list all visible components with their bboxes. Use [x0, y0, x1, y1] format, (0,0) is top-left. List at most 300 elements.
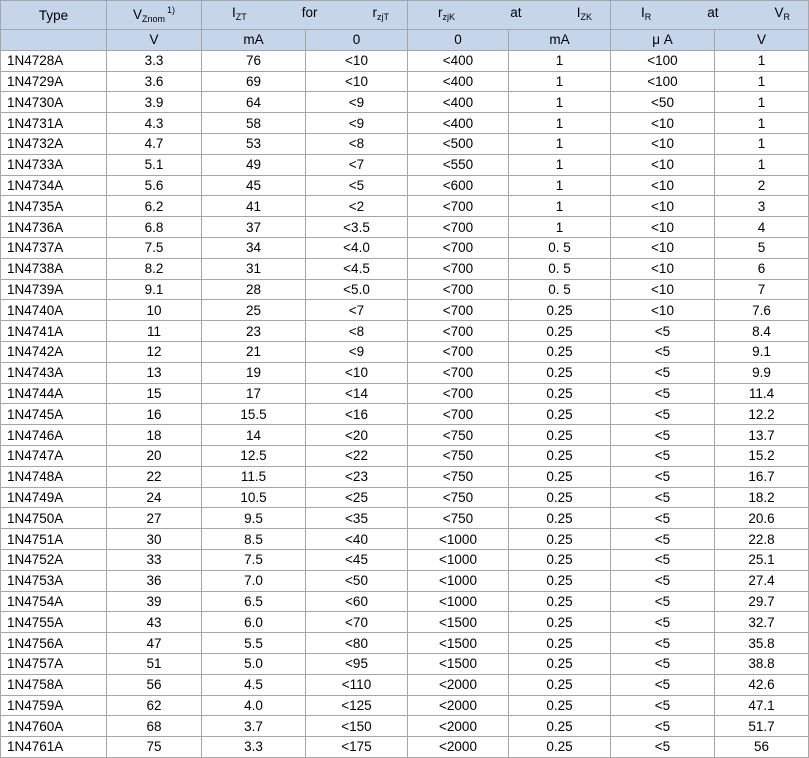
izk-cell: 1 — [509, 133, 611, 154]
rzjt-cell: <60 — [306, 591, 408, 612]
rzjk-cell: <1000 — [408, 591, 509, 612]
table-row — [1, 341, 809, 362]
type-cell: 1N4740A — [1, 300, 107, 321]
unit-cell: V — [715, 30, 809, 51]
vr-cell: 32.7 — [715, 612, 809, 633]
table-row — [1, 300, 809, 321]
vz-cell: 47 — [107, 633, 202, 654]
ir-cell: <10 — [611, 154, 715, 175]
rzjt-cell: <4.0 — [306, 237, 408, 258]
ir-cell: <5 — [611, 341, 715, 362]
ir-cell: <10 — [611, 175, 715, 196]
rzjk-cell: <700 — [408, 300, 509, 321]
izk-cell: 0.25 — [509, 716, 611, 737]
izt-cell: 34 — [202, 237, 306, 258]
ir-cell: <5 — [611, 653, 715, 674]
rzjk-cell: <750 — [408, 445, 509, 466]
rzjk-cell: <700 — [408, 237, 509, 258]
table-row — [1, 237, 809, 258]
vz-cell: 4.7 — [107, 133, 202, 154]
rzjt-cell: <14 — [306, 383, 408, 404]
vr-cell: 20.6 — [715, 508, 809, 529]
table-row — [1, 154, 809, 175]
izk-cell: 0.25 — [509, 549, 611, 570]
rzjk-cell: <1000 — [408, 570, 509, 591]
vr-cell: 27.4 — [715, 570, 809, 591]
vr-cell: 38.8 — [715, 653, 809, 674]
rzjt-cell: <4.5 — [306, 258, 408, 279]
type-cell: 1N4728A — [1, 50, 107, 71]
ir-cell: <50 — [611, 92, 715, 113]
izk-cell: 0. 5 — [509, 258, 611, 279]
rzjt-cell: <9 — [306, 341, 408, 362]
vz-cell: 39 — [107, 591, 202, 612]
izk-cell: 1 — [509, 71, 611, 92]
type-cell: 1N4752A — [1, 549, 107, 570]
table-row — [1, 487, 809, 508]
table-row — [1, 425, 809, 446]
rzjk-cell: <2000 — [408, 737, 509, 758]
izk-cell: 0.25 — [509, 570, 611, 591]
izk-cell: 0. 5 — [509, 237, 611, 258]
table-row — [1, 737, 809, 758]
vz-cell: 7.5 — [107, 237, 202, 258]
ir-cell: <5 — [611, 383, 715, 404]
ir-cell: <5 — [611, 633, 715, 654]
table-row — [1, 570, 809, 591]
table-row — [1, 674, 809, 695]
table-row — [1, 50, 809, 71]
vr-cell: 1 — [715, 71, 809, 92]
type-cell: 1N4748A — [1, 466, 107, 487]
header-row — [1, 1, 809, 30]
vr-cell: 18.2 — [715, 487, 809, 508]
vz-cell: 75 — [107, 737, 202, 758]
rzjt-cell: <2 — [306, 196, 408, 217]
izk-cell: 1 — [509, 113, 611, 134]
table-row — [1, 196, 809, 217]
type-cell: 1N4759A — [1, 695, 107, 716]
table-row — [1, 716, 809, 737]
izt-cell: 25 — [202, 300, 306, 321]
vr-cell: 56 — [715, 737, 809, 758]
rzjk-cell: <600 — [408, 175, 509, 196]
izt-cell: 11.5 — [202, 466, 306, 487]
type-cell: 1N4737A — [1, 237, 107, 258]
ir-cell: <10 — [611, 258, 715, 279]
vr-cell: 11.4 — [715, 383, 809, 404]
izt-cell: 19 — [202, 362, 306, 383]
unit-cell: mA — [509, 30, 611, 51]
vz-cell: 12 — [107, 341, 202, 362]
rzjk-cell: <400 — [408, 113, 509, 134]
rzjt-cell: <7 — [306, 154, 408, 175]
rzjk-cell: <700 — [408, 321, 509, 342]
izk-cell: 1 — [509, 217, 611, 238]
rzjt-cell: <3.5 — [306, 217, 408, 238]
type-cell: 1N4751A — [1, 529, 107, 550]
ir-cell: <10 — [611, 113, 715, 134]
ir-cell: <5 — [611, 591, 715, 612]
ir-cell: <5 — [611, 404, 715, 425]
type-cell: 1N4742A — [1, 341, 107, 362]
vr-cell: 16.7 — [715, 466, 809, 487]
izk-cell: 1 — [509, 175, 611, 196]
ir-cell: <5 — [611, 529, 715, 550]
rzjt-cell: <50 — [306, 570, 408, 591]
vz-cell: 6.2 — [107, 196, 202, 217]
izk-cell: 1 — [509, 154, 611, 175]
vr-cell: 13.7 — [715, 425, 809, 446]
ir-cell: <5 — [611, 674, 715, 695]
unit-cell: mA — [202, 30, 306, 51]
izt-cell: 64 — [202, 92, 306, 113]
vr-cell: 8.4 — [715, 321, 809, 342]
vz-cell: 51 — [107, 653, 202, 674]
izk-cell: 0.25 — [509, 466, 611, 487]
rzjt-cell: <7 — [306, 300, 408, 321]
rzjk-cell: <400 — [408, 50, 509, 71]
ir-cell: <5 — [611, 466, 715, 487]
izk-cell: 0.25 — [509, 383, 611, 404]
rzjt-cell: <175 — [306, 737, 408, 758]
ir-cell: <5 — [611, 321, 715, 342]
izk-cell: 0.25 — [509, 300, 611, 321]
units-type-blank — [1, 30, 107, 51]
type-cell: 1N4750A — [1, 508, 107, 529]
rzjt-cell: <35 — [306, 508, 408, 529]
izt-cell: 23 — [202, 321, 306, 342]
izk-cell: 0.25 — [509, 487, 611, 508]
ir-cell: <5 — [611, 570, 715, 591]
izt-cell: 6.5 — [202, 591, 306, 612]
vz-cell: 13 — [107, 362, 202, 383]
vz-cell: 27 — [107, 508, 202, 529]
vz-cell: 10 — [107, 300, 202, 321]
ir-cell: <100 — [611, 50, 715, 71]
vr-cell: 42.6 — [715, 674, 809, 695]
izt-cell: 58 — [202, 113, 306, 134]
izt-cell: 45 — [202, 175, 306, 196]
izt-cell: 3.3 — [202, 737, 306, 758]
vr-cell: 25.1 — [715, 549, 809, 570]
rzjk-cell: <1000 — [408, 549, 509, 570]
vr-cell: 35.8 — [715, 633, 809, 654]
rzjk-cell: <2000 — [408, 695, 509, 716]
header-type: Type — [1, 1, 107, 30]
type-cell: 1N4739A — [1, 279, 107, 300]
rzjt-cell: <5 — [306, 175, 408, 196]
vr-cell: 47.1 — [715, 695, 809, 716]
vr-cell: 22.8 — [715, 529, 809, 550]
table-row — [1, 653, 809, 674]
table-row — [1, 362, 809, 383]
rzjt-cell: <9 — [306, 92, 408, 113]
header-ir-at-vr: $I_R$ at $V_R$ — [611, 1, 809, 30]
vz-cell: 5.6 — [107, 175, 202, 196]
rzjt-cell: <16 — [306, 404, 408, 425]
izt-cell: 8.5 — [202, 529, 306, 550]
rzjk-cell: <400 — [408, 92, 509, 113]
vz-cell: 9.1 — [107, 279, 202, 300]
rzjt-cell: <110 — [306, 674, 408, 695]
vr-cell: 12.2 — [715, 404, 809, 425]
rzjk-cell: <400 — [408, 71, 509, 92]
table-body — [1, 50, 809, 757]
rzjk-cell: <700 — [408, 404, 509, 425]
izk-cell: 0.25 — [509, 591, 611, 612]
type-cell: 1N4743A — [1, 362, 107, 383]
rzjt-cell: <10 — [306, 362, 408, 383]
izt-cell: 14 — [202, 425, 306, 446]
ir-cell: <10 — [611, 300, 715, 321]
rzjk-cell: <700 — [408, 341, 509, 362]
ir-cell: <5 — [611, 362, 715, 383]
rzjk-cell: <700 — [408, 362, 509, 383]
type-cell: 1N4757A — [1, 653, 107, 674]
rzjt-cell: <40 — [306, 529, 408, 550]
izt-cell: 7.0 — [202, 570, 306, 591]
izt-cell: 15.5 — [202, 404, 306, 425]
izt-cell: 7.5 — [202, 549, 306, 570]
rzjk-cell: <2000 — [408, 674, 509, 695]
rzjk-cell: <1500 — [408, 633, 509, 654]
vz-cell: 3.3 — [107, 50, 202, 71]
vr-cell: 1 — [715, 50, 809, 71]
vr-cell: 9.9 — [715, 362, 809, 383]
vz-cell: 11 — [107, 321, 202, 342]
vz-cell: 4.3 — [107, 113, 202, 134]
rzjt-cell: <9 — [306, 113, 408, 134]
table-row — [1, 92, 809, 113]
table-row — [1, 591, 809, 612]
rzjk-cell: <750 — [408, 466, 509, 487]
izk-cell: 0.25 — [509, 425, 611, 446]
izk-cell: 1 — [509, 50, 611, 71]
vz-cell: 22 — [107, 466, 202, 487]
type-cell: 1N4754A — [1, 591, 107, 612]
vz-cell: 68 — [107, 716, 202, 737]
type-cell: 1N4734A — [1, 175, 107, 196]
rzjt-cell: <80 — [306, 633, 408, 654]
vr-cell: 1 — [715, 154, 809, 175]
type-cell: 1N4749A — [1, 487, 107, 508]
ir-cell: <10 — [611, 196, 715, 217]
izk-cell: 0.25 — [509, 529, 611, 550]
vz-cell: 36 — [107, 570, 202, 591]
ir-cell: <5 — [611, 612, 715, 633]
table-row — [1, 508, 809, 529]
izk-cell: 0.25 — [509, 341, 611, 362]
ir-cell: <10 — [611, 217, 715, 238]
vr-cell: 15.2 — [715, 445, 809, 466]
vr-cell: 1 — [715, 92, 809, 113]
type-cell: 1N4753A — [1, 570, 107, 591]
type-cell: 1N4741A — [1, 321, 107, 342]
izk-cell: 1 — [509, 196, 611, 217]
table-row — [1, 695, 809, 716]
type-cell: 1N4729A — [1, 71, 107, 92]
type-cell: 1N4744A — [1, 383, 107, 404]
izt-cell: 69 — [202, 71, 306, 92]
rzjk-cell: <700 — [408, 217, 509, 238]
izk-cell: 0.25 — [509, 674, 611, 695]
izt-cell: 9.5 — [202, 508, 306, 529]
vr-cell: 51.7 — [715, 716, 809, 737]
rzjt-cell: <45 — [306, 549, 408, 570]
table-row — [1, 217, 809, 238]
table-row — [1, 612, 809, 633]
izt-cell: 5.5 — [202, 633, 306, 654]
rzjk-cell: <500 — [408, 133, 509, 154]
izt-cell: 53 — [202, 133, 306, 154]
vr-cell: 6 — [715, 258, 809, 279]
rzjt-cell: <5.0 — [306, 279, 408, 300]
vr-cell: 5 — [715, 237, 809, 258]
izk-cell: 0.25 — [509, 362, 611, 383]
vz-cell: 5.1 — [107, 154, 202, 175]
table-row — [1, 445, 809, 466]
type-cell: 1N4760A — [1, 716, 107, 737]
ir-cell: <5 — [611, 445, 715, 466]
rzjt-cell: <95 — [306, 653, 408, 674]
vr-cell: 3 — [715, 196, 809, 217]
izt-cell: 5.0 — [202, 653, 306, 674]
vr-cell: 7.6 — [715, 300, 809, 321]
rzjt-cell: <8 — [306, 321, 408, 342]
table-row — [1, 466, 809, 487]
izt-cell: 10.5 — [202, 487, 306, 508]
type-cell: 1N4731A — [1, 113, 107, 134]
table-row — [1, 321, 809, 342]
type-cell: 1N4756A — [1, 633, 107, 654]
type-cell: 1N4736A — [1, 217, 107, 238]
vr-cell: 29.7 — [715, 591, 809, 612]
units-row — [1, 30, 809, 51]
vz-cell: 15 — [107, 383, 202, 404]
vr-cell: 1 — [715, 113, 809, 134]
ir-cell: <10 — [611, 237, 715, 258]
izt-cell: 41 — [202, 196, 306, 217]
vz-cell: 8.2 — [107, 258, 202, 279]
type-cell: 1N4758A — [1, 674, 107, 695]
table-row — [1, 175, 809, 196]
ir-cell: <5 — [611, 425, 715, 446]
unit-cell: μ A — [611, 30, 715, 51]
izk-cell: 0.25 — [509, 508, 611, 529]
table-row — [1, 404, 809, 425]
type-cell: 1N4733A — [1, 154, 107, 175]
rzjt-cell: <70 — [306, 612, 408, 633]
rzjt-cell: <20 — [306, 425, 408, 446]
table-row — [1, 633, 809, 654]
table-row — [1, 383, 809, 404]
vr-cell: 9.1 — [715, 341, 809, 362]
ir-cell: <5 — [611, 737, 715, 758]
type-cell: 1N4738A — [1, 258, 107, 279]
rzjt-cell: <10 — [306, 50, 408, 71]
rzjk-cell: <2000 — [408, 716, 509, 737]
vz-cell: 20 — [107, 445, 202, 466]
ir-cell: <5 — [611, 695, 715, 716]
type-cell: 1N4761A — [1, 737, 107, 758]
unit-cell: V — [107, 30, 202, 51]
izt-cell: 31 — [202, 258, 306, 279]
rzjk-cell: <1500 — [408, 653, 509, 674]
rzjk-cell: <700 — [408, 383, 509, 404]
table-row — [1, 133, 809, 154]
izt-cell: 21 — [202, 341, 306, 362]
ir-cell: <5 — [611, 716, 715, 737]
izt-cell: 4.0 — [202, 695, 306, 716]
vz-cell: 43 — [107, 612, 202, 633]
header-rzjk-at-izk: $r_{zjK}$ at $I_{ZK}$ — [408, 1, 611, 30]
izk-cell: 0.25 — [509, 695, 611, 716]
vr-cell: 2 — [715, 175, 809, 196]
izt-cell: 28 — [202, 279, 306, 300]
rzjk-cell: <750 — [408, 487, 509, 508]
rzjt-cell: <23 — [306, 466, 408, 487]
izt-cell: 6.0 — [202, 612, 306, 633]
rzjk-cell: <700 — [408, 279, 509, 300]
type-cell: 1N4732A — [1, 133, 107, 154]
izk-cell: 0.25 — [509, 612, 611, 633]
unit-cell: 0 — [306, 30, 408, 51]
ir-cell: <100 — [611, 71, 715, 92]
izk-cell: 1 — [509, 92, 611, 113]
izk-cell: 0.25 — [509, 404, 611, 425]
rzjk-cell: <1500 — [408, 612, 509, 633]
vz-cell: 30 — [107, 529, 202, 550]
izt-cell: 17 — [202, 383, 306, 404]
vr-cell: 7 — [715, 279, 809, 300]
vz-cell: 6.8 — [107, 217, 202, 238]
table-row — [1, 529, 809, 550]
izk-cell: 0.25 — [509, 653, 611, 674]
header-izt-for-rzjt: $I_{ZT}$ for $r_{zjT}$ — [202, 1, 408, 30]
izk-cell: 0.25 — [509, 737, 611, 758]
ir-cell: <5 — [611, 549, 715, 570]
rzjk-cell: <750 — [408, 425, 509, 446]
ir-cell: <5 — [611, 487, 715, 508]
vz-cell: 56 — [107, 674, 202, 695]
vz-cell: 24 — [107, 487, 202, 508]
rzjt-cell: <25 — [306, 487, 408, 508]
table-row — [1, 113, 809, 134]
izt-cell: 49 — [202, 154, 306, 175]
izt-cell: 76 — [202, 50, 306, 71]
table-row — [1, 279, 809, 300]
unit-cell: 0 — [408, 30, 509, 51]
ir-cell: <10 — [611, 279, 715, 300]
table-row — [1, 258, 809, 279]
rzjt-cell: <8 — [306, 133, 408, 154]
type-cell: 1N4735A — [1, 196, 107, 217]
type-cell: 1N4745A — [1, 404, 107, 425]
izt-cell: 4.5 — [202, 674, 306, 695]
izk-cell: 0.25 — [509, 445, 611, 466]
type-cell: 1N4746A — [1, 425, 107, 446]
izt-cell: 37 — [202, 217, 306, 238]
rzjk-cell: <550 — [408, 154, 509, 175]
ir-cell: <10 — [611, 133, 715, 154]
izk-cell: 0.25 — [509, 321, 611, 342]
rzjk-cell: <700 — [408, 196, 509, 217]
rzjk-cell: <700 — [408, 258, 509, 279]
rzjt-cell: <22 — [306, 445, 408, 466]
header-vz-nom: $V_{Znom}^{1)}$ — [107, 1, 202, 30]
izk-cell: 0.25 — [509, 633, 611, 654]
